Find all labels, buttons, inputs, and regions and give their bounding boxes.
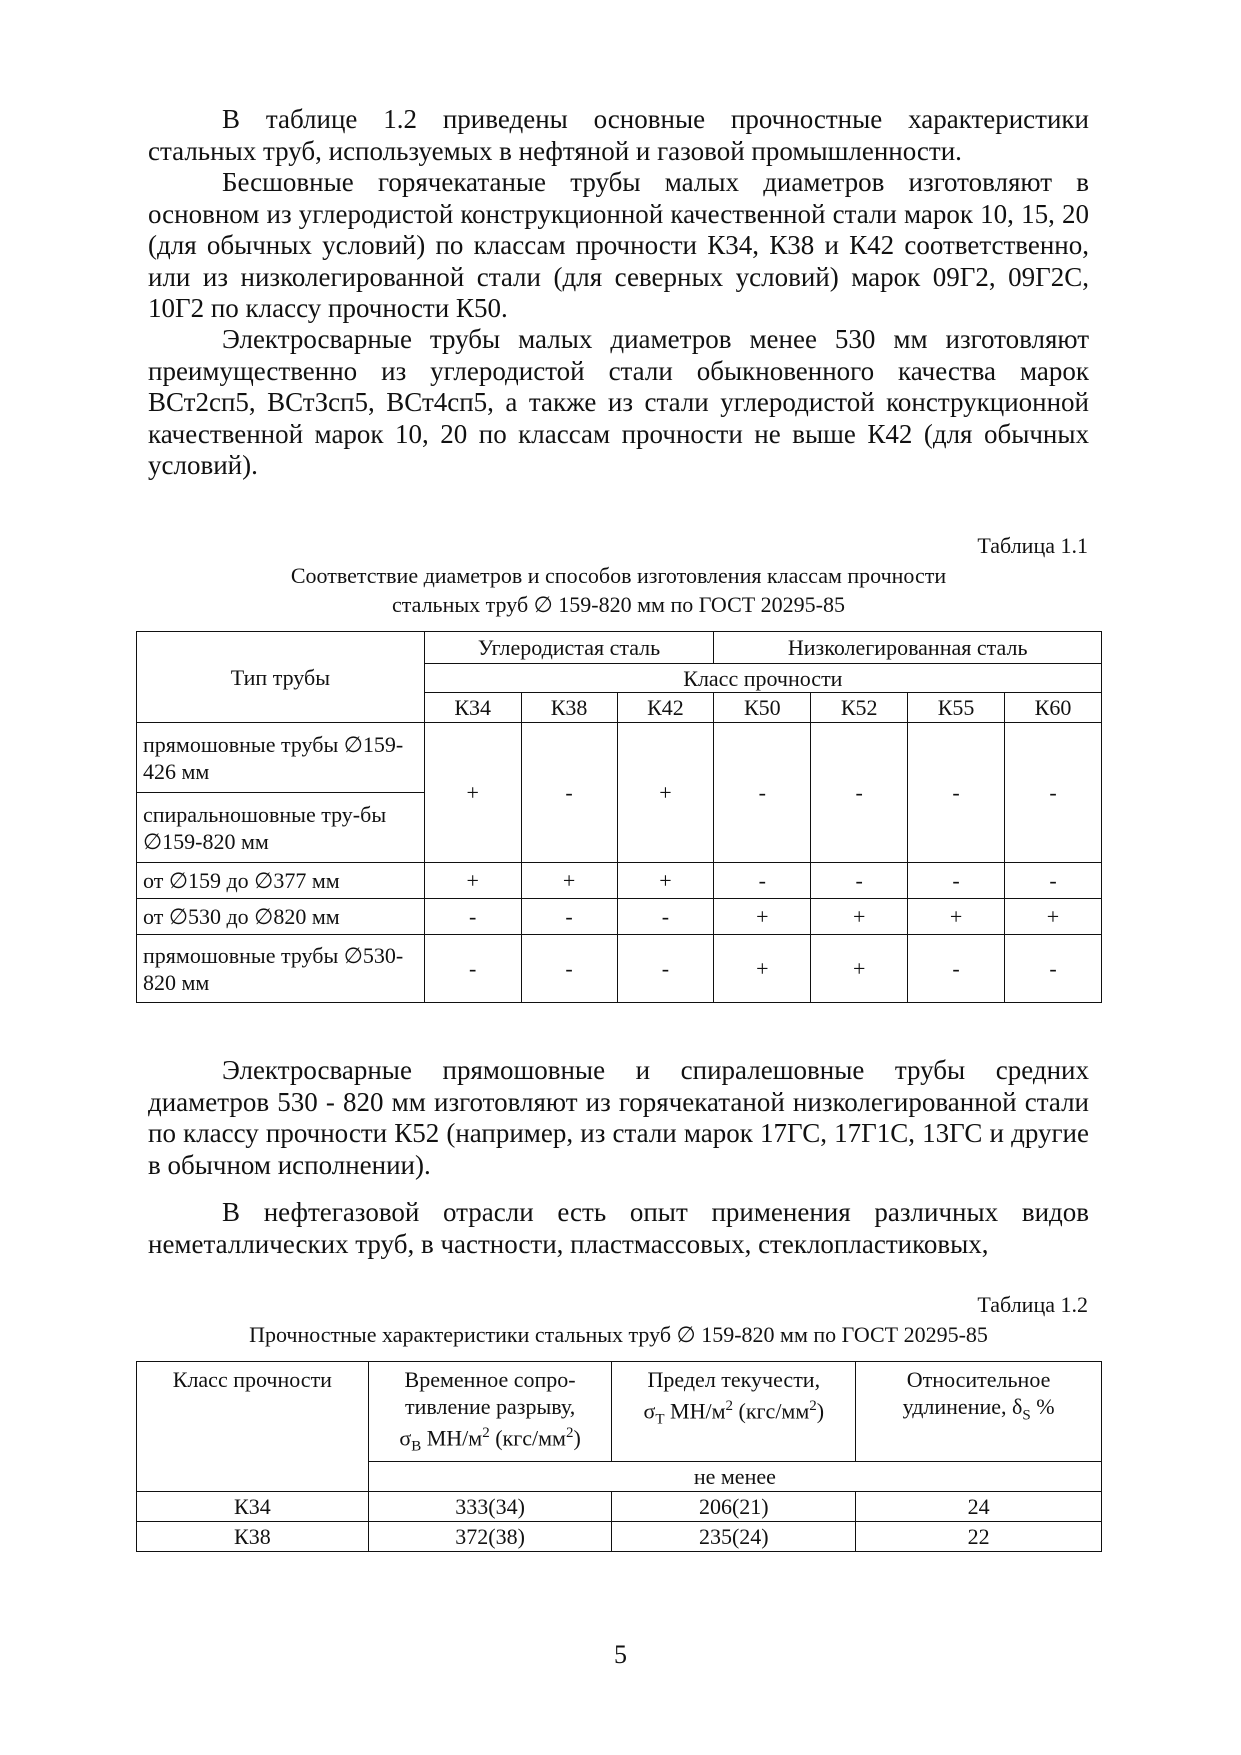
header-tensile-strength <box>368 1362 612 1462</box>
table-cell: + <box>1005 899 1102 935</box>
table-cell: - <box>1005 723 1102 863</box>
table-cell: + <box>714 935 811 1003</box>
class-k42: К42 <box>617 693 714 723</box>
class-k50: К50 <box>714 693 811 723</box>
class-k52: К52 <box>811 693 908 723</box>
tensile-unit2: (кгс/мм <box>489 1425 566 1451</box>
header-low-alloy-steel: Низколегированная сталь <box>714 632 1102 664</box>
paragraph-nonmetallic: В нефтегазовой отрасли есть опыт применения различных видов неметаллических труб, в частности, пластмассовых, стеклопластиковых, <box>148 1197 1089 1259</box>
row-label: от ∅159 до ∅377 мм <box>137 863 425 899</box>
table-cell: - <box>714 863 811 899</box>
table-cell: 235(24) <box>612 1521 856 1551</box>
class-k34: К34 <box>424 693 521 723</box>
table-cell: 333(34) <box>368 1491 612 1521</box>
sigma-b-symbol: σ <box>399 1425 412 1451</box>
paragraph-welded-medium: Электросварные прямошовные и спиралешовные трубы средних диаметров 530 - 820 мм изготовляют из горячекатаной низколегированной стали по классу прочности К52 (например, из стали марок 17ГС, 17Г1С, 13ГС и другие в обычном исполнении). <box>148 1055 1089 1180</box>
table-cell: + <box>521 863 617 899</box>
table-cell: - <box>617 899 714 935</box>
table-1-2-caption: Прочностные характеристики стальных труб ∅ 159-820 мм по ГОСТ 20295-85 <box>249 1322 988 1347</box>
table-cell: + <box>811 899 908 935</box>
header-class: Класс прочности <box>137 1362 369 1492</box>
header-carbon-steel: Углеродистая сталь <box>424 632 714 664</box>
header-yield-label: Предел текучести, <box>647 1367 821 1392</box>
table-cell: - <box>908 935 1005 1003</box>
table-cell: - <box>424 899 521 935</box>
table-cell: - <box>1005 935 1102 1003</box>
delta-s-subscript: S <box>1022 1407 1031 1424</box>
table-cell: - <box>424 935 521 1003</box>
table-cell: - <box>908 863 1005 899</box>
table-cell: - <box>714 723 811 863</box>
header-elongation <box>856 1362 1102 1462</box>
tensile-unit: МН/м <box>421 1425 483 1451</box>
table-cell: + <box>811 935 908 1003</box>
class-k60: К60 <box>1005 693 1102 723</box>
elongation-unit: % <box>1030 1394 1055 1419</box>
row-label: от ∅530 до ∅820 мм <box>137 899 425 935</box>
table-cell: - <box>1005 863 1102 899</box>
table-cell: - <box>908 723 1005 863</box>
yield-unit2: (кгс/мм <box>733 1398 810 1424</box>
table-cell: + <box>908 899 1005 935</box>
tensile-unit-exp: 2 <box>482 1425 490 1441</box>
tensile-close: ) <box>573 1425 581 1451</box>
table-cell: - <box>811 723 908 863</box>
table-cell: 22 <box>856 1521 1102 1551</box>
header-elongation-symbol: удлинение, δ <box>902 1394 1023 1419</box>
table-1-2 <box>136 1361 1102 1552</box>
table-cell: - <box>811 863 908 899</box>
table-cell: 372(38) <box>368 1521 612 1551</box>
table-cell: - <box>521 723 617 863</box>
table-cell: + <box>617 863 714 899</box>
table-cell: - <box>521 935 617 1003</box>
table-cell: - <box>617 935 714 1003</box>
table-cell: К34 <box>137 1491 369 1521</box>
table-cell: - <box>521 899 617 935</box>
header-elongation-label: Относительное <box>906 1367 1051 1392</box>
table-cell: + <box>617 723 714 863</box>
yield-unit: МН/м <box>664 1398 726 1424</box>
sigma-t-subscript: Т <box>655 1411 665 1428</box>
table-1-1 <box>136 631 1102 1003</box>
table-cell: 206(21) <box>612 1491 856 1521</box>
page-number: 5 <box>614 1640 627 1669</box>
table-1-1-caption-line1: Соответствие диаметров и способов изготовления классам прочности <box>290 563 947 588</box>
table-1-1-number: Таблица 1.1 <box>977 533 1088 558</box>
sigma-b-subscript: В <box>411 1438 422 1455</box>
sigma-t-symbol: σ <box>643 1398 656 1424</box>
header-yield-strength <box>612 1362 856 1462</box>
table-1-1-caption-line2: стальных труб ∅ 159-820 мм по ГОСТ 20295-85 <box>391 592 846 617</box>
class-k55: К55 <box>908 693 1005 723</box>
row-label: прямошовные трубы ∅159-426 мм <box>137 723 425 793</box>
header-pipe-type: Тип трубы <box>137 632 425 723</box>
table-cell: + <box>424 723 521 863</box>
table-1-2-number: Таблица 1.2 <box>977 1292 1088 1317</box>
table-cell: К38 <box>137 1521 369 1551</box>
row-label: прямошовные трубы ∅530-820 мм <box>137 935 425 1003</box>
yield-unit2-exp: 2 <box>809 1398 817 1414</box>
paragraph-intro: В таблице 1.2 приведены основные прочностные характеристики стальных труб, используемых в нефтяной и газовой промышленности. <box>148 104 1089 166</box>
table-cell: 24 <box>856 1491 1102 1521</box>
header-tensile-label: Временное сопро-тивление разрыву, <box>404 1367 576 1419</box>
row-label: спиральношовные тру-бы ∅159-820 мм <box>137 793 425 863</box>
not-less-label: не менее <box>368 1461 1101 1491</box>
table-cell: + <box>424 863 521 899</box>
paragraph-seamless: Бесшовные горячекатаные трубы малых диаметров изготовляют в основном из углеродистой конструкционной качественной стали марок 10, 15, 20 (для обычных условий) по классам прочности К34, К38 и К42 соответственно, или из низколегированной стали (для северных условий) марок 09Г2, 09Г2С, 10Г2 по классу прочности К50. <box>148 167 1089 323</box>
class-k38: К38 <box>521 693 617 723</box>
table-cell: + <box>714 899 811 935</box>
yield-unit-exp: 2 <box>725 1398 734 1414</box>
header-strength-class: Класс прочности <box>424 664 1101 693</box>
yield-close: ) <box>816 1398 825 1424</box>
tensile-unit2-exp: 2 <box>565 1425 574 1441</box>
paragraph-welded-small: Электросварные трубы малых диаметров менее 530 мм изготовляют преимущественно из углеродистой стали обыкновенного качества марок ВСт2сп5, ВСтЗсп5, ВСт4сп5, а также из стали углеродистой конструкционной качественной марок 10, 20 по классам прочности не выше К42 (для обычных условий). <box>148 324 1089 480</box>
